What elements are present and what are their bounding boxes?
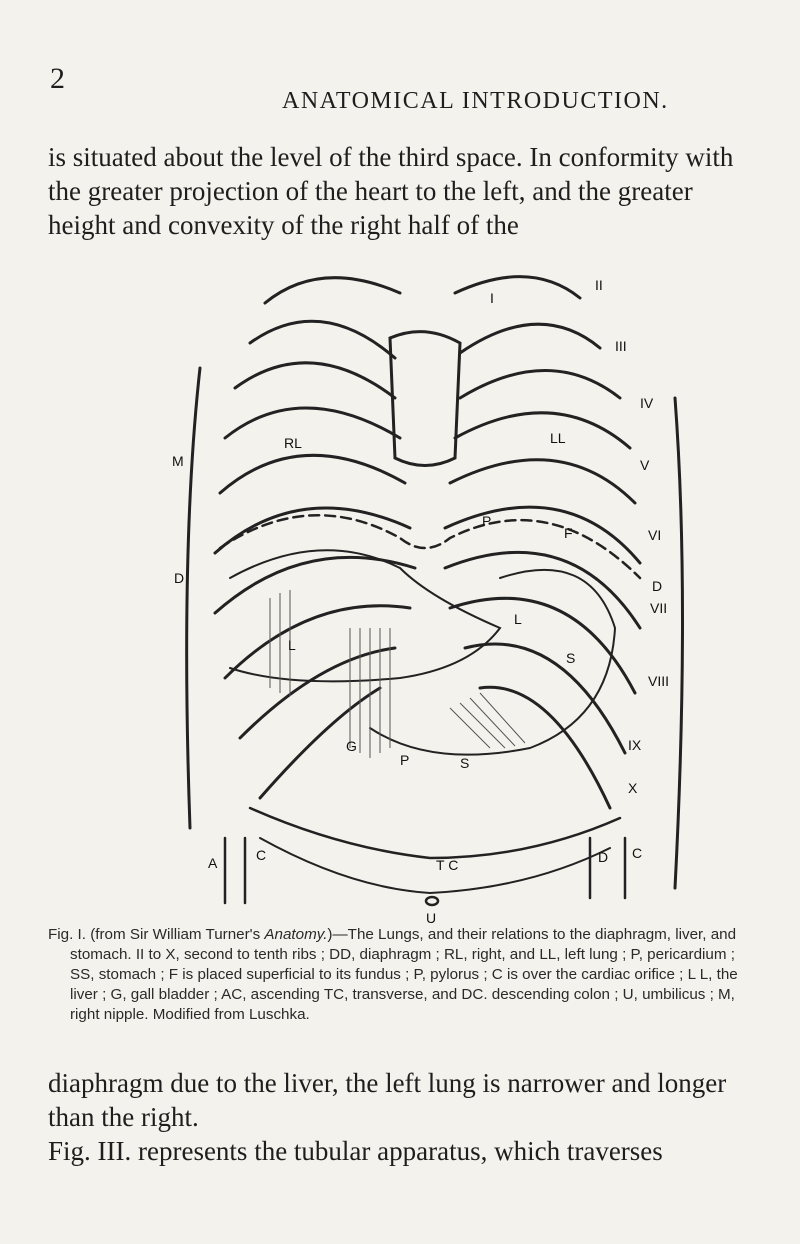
thorax-drawing	[170, 248, 690, 923]
label-rib-6: VI	[648, 527, 662, 543]
label-rib-4: IV	[640, 395, 654, 411]
paragraph-top: is situated about the level of the third space. In conformity with the greater projection of the heart to the left, and the greater height and convexity of the right half of the	[48, 142, 734, 240]
label-rib-9: IX	[628, 737, 642, 753]
label-pericardium: P	[482, 513, 492, 529]
torso-outline-left	[187, 368, 200, 828]
label-ascending-c: C	[256, 847, 267, 863]
torso-outline-right	[675, 398, 683, 888]
umbilicus-mark	[426, 897, 438, 905]
label-rib-10: X	[628, 780, 638, 796]
label-rib-7: VII	[650, 600, 668, 616]
running-head: ANATOMICAL INTRODUCTION.	[282, 88, 669, 114]
label-rib-2: II	[595, 277, 603, 293]
caption-italic: Anatomy.	[264, 926, 328, 943]
label-diaphragm-left: D	[174, 570, 185, 586]
paragraph-bottom-2: Fig. III. represents the tubular apparatus, which traverses	[48, 1136, 663, 1166]
label-transverse-colon: T C	[436, 857, 459, 873]
label-rib-5: V	[640, 457, 650, 473]
label-left-lung: LL	[550, 430, 566, 446]
sternum	[390, 332, 460, 466]
page-number: 2	[50, 62, 65, 95]
label-umbilicus: U	[426, 910, 437, 923]
figure-thorax-illustration	[170, 248, 690, 923]
paragraph-bottom-1: diaphragm due to the liver, the left lung is narrower and longer than the right.	[48, 1068, 727, 1132]
caption-prefix: Fig. I. (from Sir William Turner's	[48, 926, 265, 943]
label-diaphragm-right: D	[652, 578, 663, 594]
caption-rest: )—The Lungs, and their relations to the diaphragm, liver, and stomach. II to X, second to tenth ribs ; DD, diaphragm ; RL, right, and LL, left lung ; P, pericardium ; SS, stomach ; F is placed superficial to its fundus ; P, pylorus ; C is over the cardiac orifice ; L L, the liver ; G, gall bladder ; AC, ascending TC, transverse, and DC. descending colon ; U, umbilicus ; M, right nipple. Modified from Luschka.	[70, 926, 738, 1023]
label-pylorus: P	[400, 752, 410, 768]
figure-caption	[48, 925, 756, 1025]
label-descending-c: C	[632, 845, 643, 861]
label-gall-bladder: G	[346, 738, 357, 754]
label-descending-d: D	[598, 849, 609, 865]
label-liver-right: L	[514, 611, 522, 627]
label-liver-left: L	[288, 637, 296, 653]
label-fundus: F	[564, 525, 573, 541]
label-rib-3: III	[615, 338, 627, 354]
label-stomach-s: S	[566, 650, 576, 666]
label-rib-1: I	[490, 290, 494, 306]
label-right-lung: RL	[284, 435, 302, 451]
paragraph-bottom	[48, 1066, 760, 1168]
label-rib-8: VIII	[648, 673, 670, 689]
label-stomach: S	[460, 755, 470, 771]
label-ascending-a: A	[208, 855, 218, 871]
label-nipple: M	[172, 453, 184, 469]
